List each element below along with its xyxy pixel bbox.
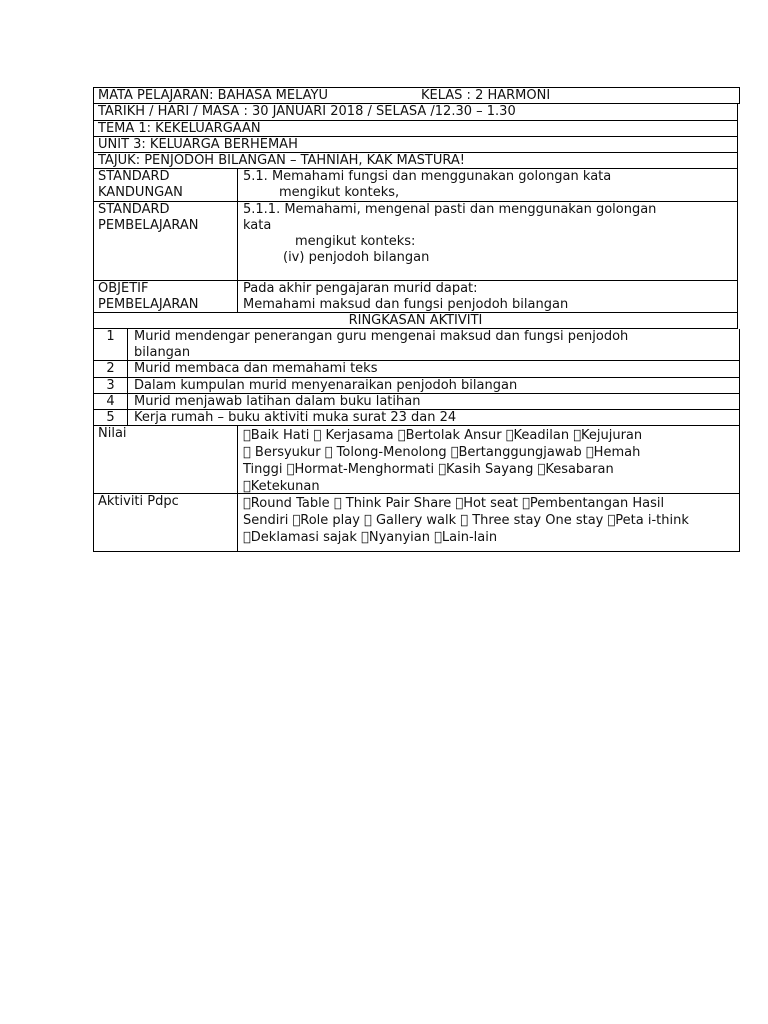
nilai-row	[93, 426, 740, 494]
aktiviti-values	[238, 494, 739, 551]
value-line: kata	[243, 218, 272, 233]
nilai-line: Ketekunan	[243, 479, 312, 494]
activity-text: Murid membaca dan memahami teks	[134, 361, 378, 376]
activity-row	[93, 394, 740, 410]
aktiviti-label: Aktiviti Pdpc	[94, 494, 238, 551]
activity-row	[93, 410, 740, 426]
activity-text: Murid menjawab latihan dalam buku latihan	[134, 394, 421, 409]
value-line: Memahami maksud dan fungsi penjodoh bilangan	[243, 297, 569, 312]
standard-kandungan-row	[93, 169, 738, 202]
activity-line: bilangan	[134, 345, 191, 360]
label-line: KANDUNGAN	[98, 185, 183, 200]
aktiviti-line: Round Table Think Pair Share Hot seat Pembentangan Hasil	[243, 496, 629, 511]
activity-row	[93, 378, 740, 394]
lesson-plan-table	[93, 87, 740, 552]
nilai-values	[238, 426, 739, 493]
label-line: PEMBELAJARAN	[98, 218, 199, 233]
nilai-line: Tinggi Hormat-Menghormati Kasih Sayang Kesabaran	[243, 462, 591, 477]
value-line: (iv) penjodoh bilangan	[283, 250, 430, 265]
standard-pembelajaran-value	[238, 202, 737, 280]
theme-text: TEMA 1: KEKELUARGAAN	[98, 121, 261, 136]
date-text: TARIKH / HARI / MASA : 30 JANUARI 2018 / SELASA /12.30 – 1.30	[98, 104, 516, 119]
standard-kandungan-label	[94, 169, 238, 201]
ringkasan-title-row	[93, 313, 738, 329]
activity-text: Kerja rumah – buku aktiviti muka surat 23 dan 24	[134, 410, 457, 425]
label-line: STANDARD	[98, 202, 170, 217]
value-line: 5.1. Memahami fungsi dan menggunakan golongan kata	[243, 169, 612, 184]
aktiviti-line: Deklamasi sajak Nyanyian Lain-lain	[243, 530, 474, 545]
activity-text	[128, 329, 739, 360]
value-line: Pada akhir pengajaran murid dapat:	[243, 281, 478, 296]
value-line: 5.1.1. Memahami, mengenal pasti dan menggunakan golongan	[243, 202, 657, 217]
topic-text: TAJUK: PENJODOH BILANGAN – TAHNIAH, KAK MASTURA!	[98, 153, 465, 168]
objektif-label	[94, 281, 238, 312]
objektif-row	[93, 281, 738, 313]
subject-row	[93, 87, 740, 104]
objektif-value	[238, 281, 737, 312]
activity-row	[93, 329, 740, 361]
theme-row	[93, 121, 738, 137]
activity-number: 2	[94, 361, 128, 377]
activity-text: Dalam kumpulan murid menyenaraikan penjodoh bilangan	[134, 378, 518, 393]
label-line: PEMBELAJARAN	[98, 297, 199, 312]
label-line: STANDARD	[98, 169, 170, 184]
unit-row	[93, 137, 738, 153]
standard-kandungan-value	[238, 169, 737, 201]
activity-number: 4	[94, 394, 128, 409]
ringkasan-title: RINGKASAN AKTIVITI	[348, 313, 483, 328]
value-line: mengikut konteks:	[295, 234, 416, 249]
label-line: OBJETIF	[98, 281, 149, 296]
date-row	[93, 104, 738, 121]
value-line: mengikut konteks,	[279, 185, 400, 200]
standard-pembelajaran-label	[94, 202, 238, 280]
unit-text: UNIT 3: KELUARGA BERHEMAH	[98, 137, 298, 152]
topic-row	[93, 153, 738, 169]
aktiviti-row	[93, 494, 740, 552]
activity-number: 1	[94, 329, 128, 360]
nilai-line: Baik Hati Kerjasama Bertolak Ansur Keadilan Kejujuran	[243, 428, 599, 443]
activity-row	[93, 361, 740, 378]
aktiviti-line: Sendiri Role play Gallery walk Three stay One stay Peta i-think	[243, 513, 650, 528]
class-text: KELAS : 2 HARMONI	[421, 88, 551, 103]
nilai-line: Bersyukur Tolong-Menolong Bertanggungjawab Hemah	[243, 445, 601, 460]
activity-line: Murid mendengar penerangan guru mengenai maksud dan fungsi penjodoh	[134, 329, 629, 344]
standard-pembelajaran-row	[93, 202, 738, 281]
nilai-label: Nilai	[94, 426, 238, 493]
subject-text: MATA PELAJARAN: BAHASA MELAYU	[98, 88, 328, 103]
activity-number: 3	[94, 378, 128, 393]
activity-number: 5	[94, 410, 128, 425]
